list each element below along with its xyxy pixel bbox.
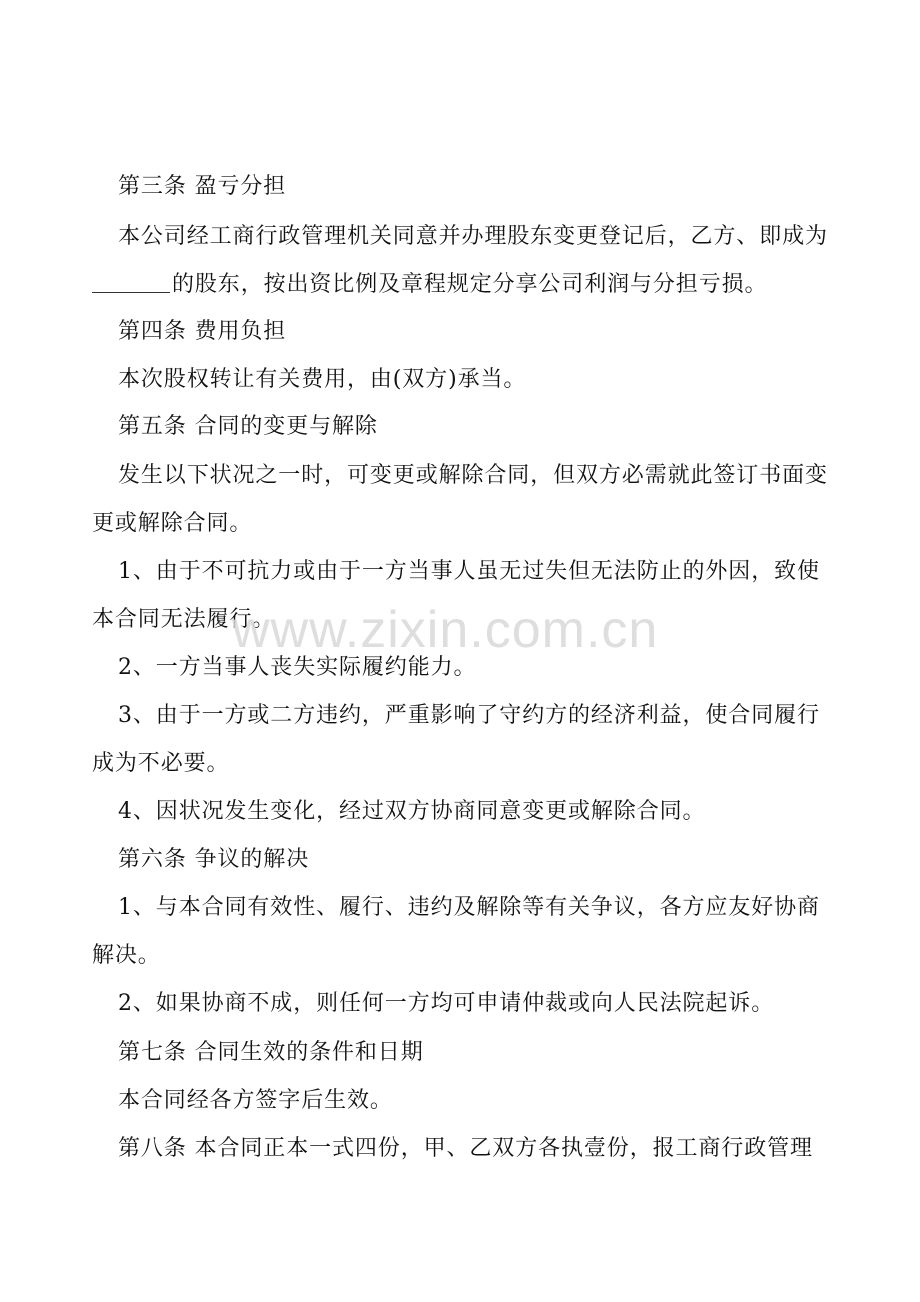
article-4-paragraph: 本次股权转让有关费用，由(双方)承当。	[118, 367, 527, 392]
article-4-title: 第四条 费用负担	[118, 319, 287, 344]
article-5-item-1-line-1: 1、由于不可抗力或由于一方当事人虽无过失但无法防止的外因，致使	[118, 559, 820, 584]
article-6-item-2: 2、如果协商不成，则任何一方均可申请仲裁或向人民法院起诉。	[118, 991, 775, 1016]
watermark-text: www.zixin.com.cn	[232, 601, 659, 659]
article-6-item-1-line-2: 解决。	[92, 943, 161, 968]
article-5-item-1-line-2: 本合同无法履行。	[92, 607, 276, 632]
article-7-title: 第七条 合同生效的条件和日期	[118, 1040, 424, 1065]
article-3-paragraph-line-1: 本公司经工商行政管理机关同意并办理股东变更登记后，乙方、即成为	[118, 224, 828, 249]
article-5-paragraph-line-2: 更或解除合同。	[92, 511, 253, 536]
article-3-title: 第三条 盈亏分担	[118, 174, 287, 199]
article-7-paragraph: 本合同经各方签字后生效。	[118, 1088, 393, 1113]
article-5-item-3-line-1: 3、由于一方或二方违约，严重影响了守约方的经济利益，使合同履行	[118, 703, 820, 728]
article-6-title: 第六条 争议的解决	[118, 847, 310, 872]
article-3-paragraph-text: 的股东，按出资比例及章程规定分享公司利润与分担亏损。	[172, 272, 768, 297]
article-5-paragraph-line-1: 发生以下状况之一时，可变更或解除合同，但双方必需就此签订书面变	[118, 463, 828, 488]
article-5-title: 第五条 合同的变更与解除	[118, 414, 378, 439]
article-5-item-3-line-2: 成为不必要。	[92, 751, 230, 776]
article-5-item-4: 4、因状况发生变化，经过双方协商同意变更或解除合同。	[118, 799, 706, 824]
article-3-paragraph-line-2	[0, 270, 920, 300]
article-6-item-1-line-1: 1、与本合同有效性、履行、违约及解除等有关争议，各方应友好协商	[118, 895, 820, 920]
article-5-item-2: 2、一方当事人丧失实际履约能力。	[118, 655, 477, 680]
article-8-paragraph: 第八条 本合同正本一式四份，甲、乙双方各执壹份，报工商行政管理	[118, 1136, 813, 1161]
blank-underline	[92, 272, 170, 293]
